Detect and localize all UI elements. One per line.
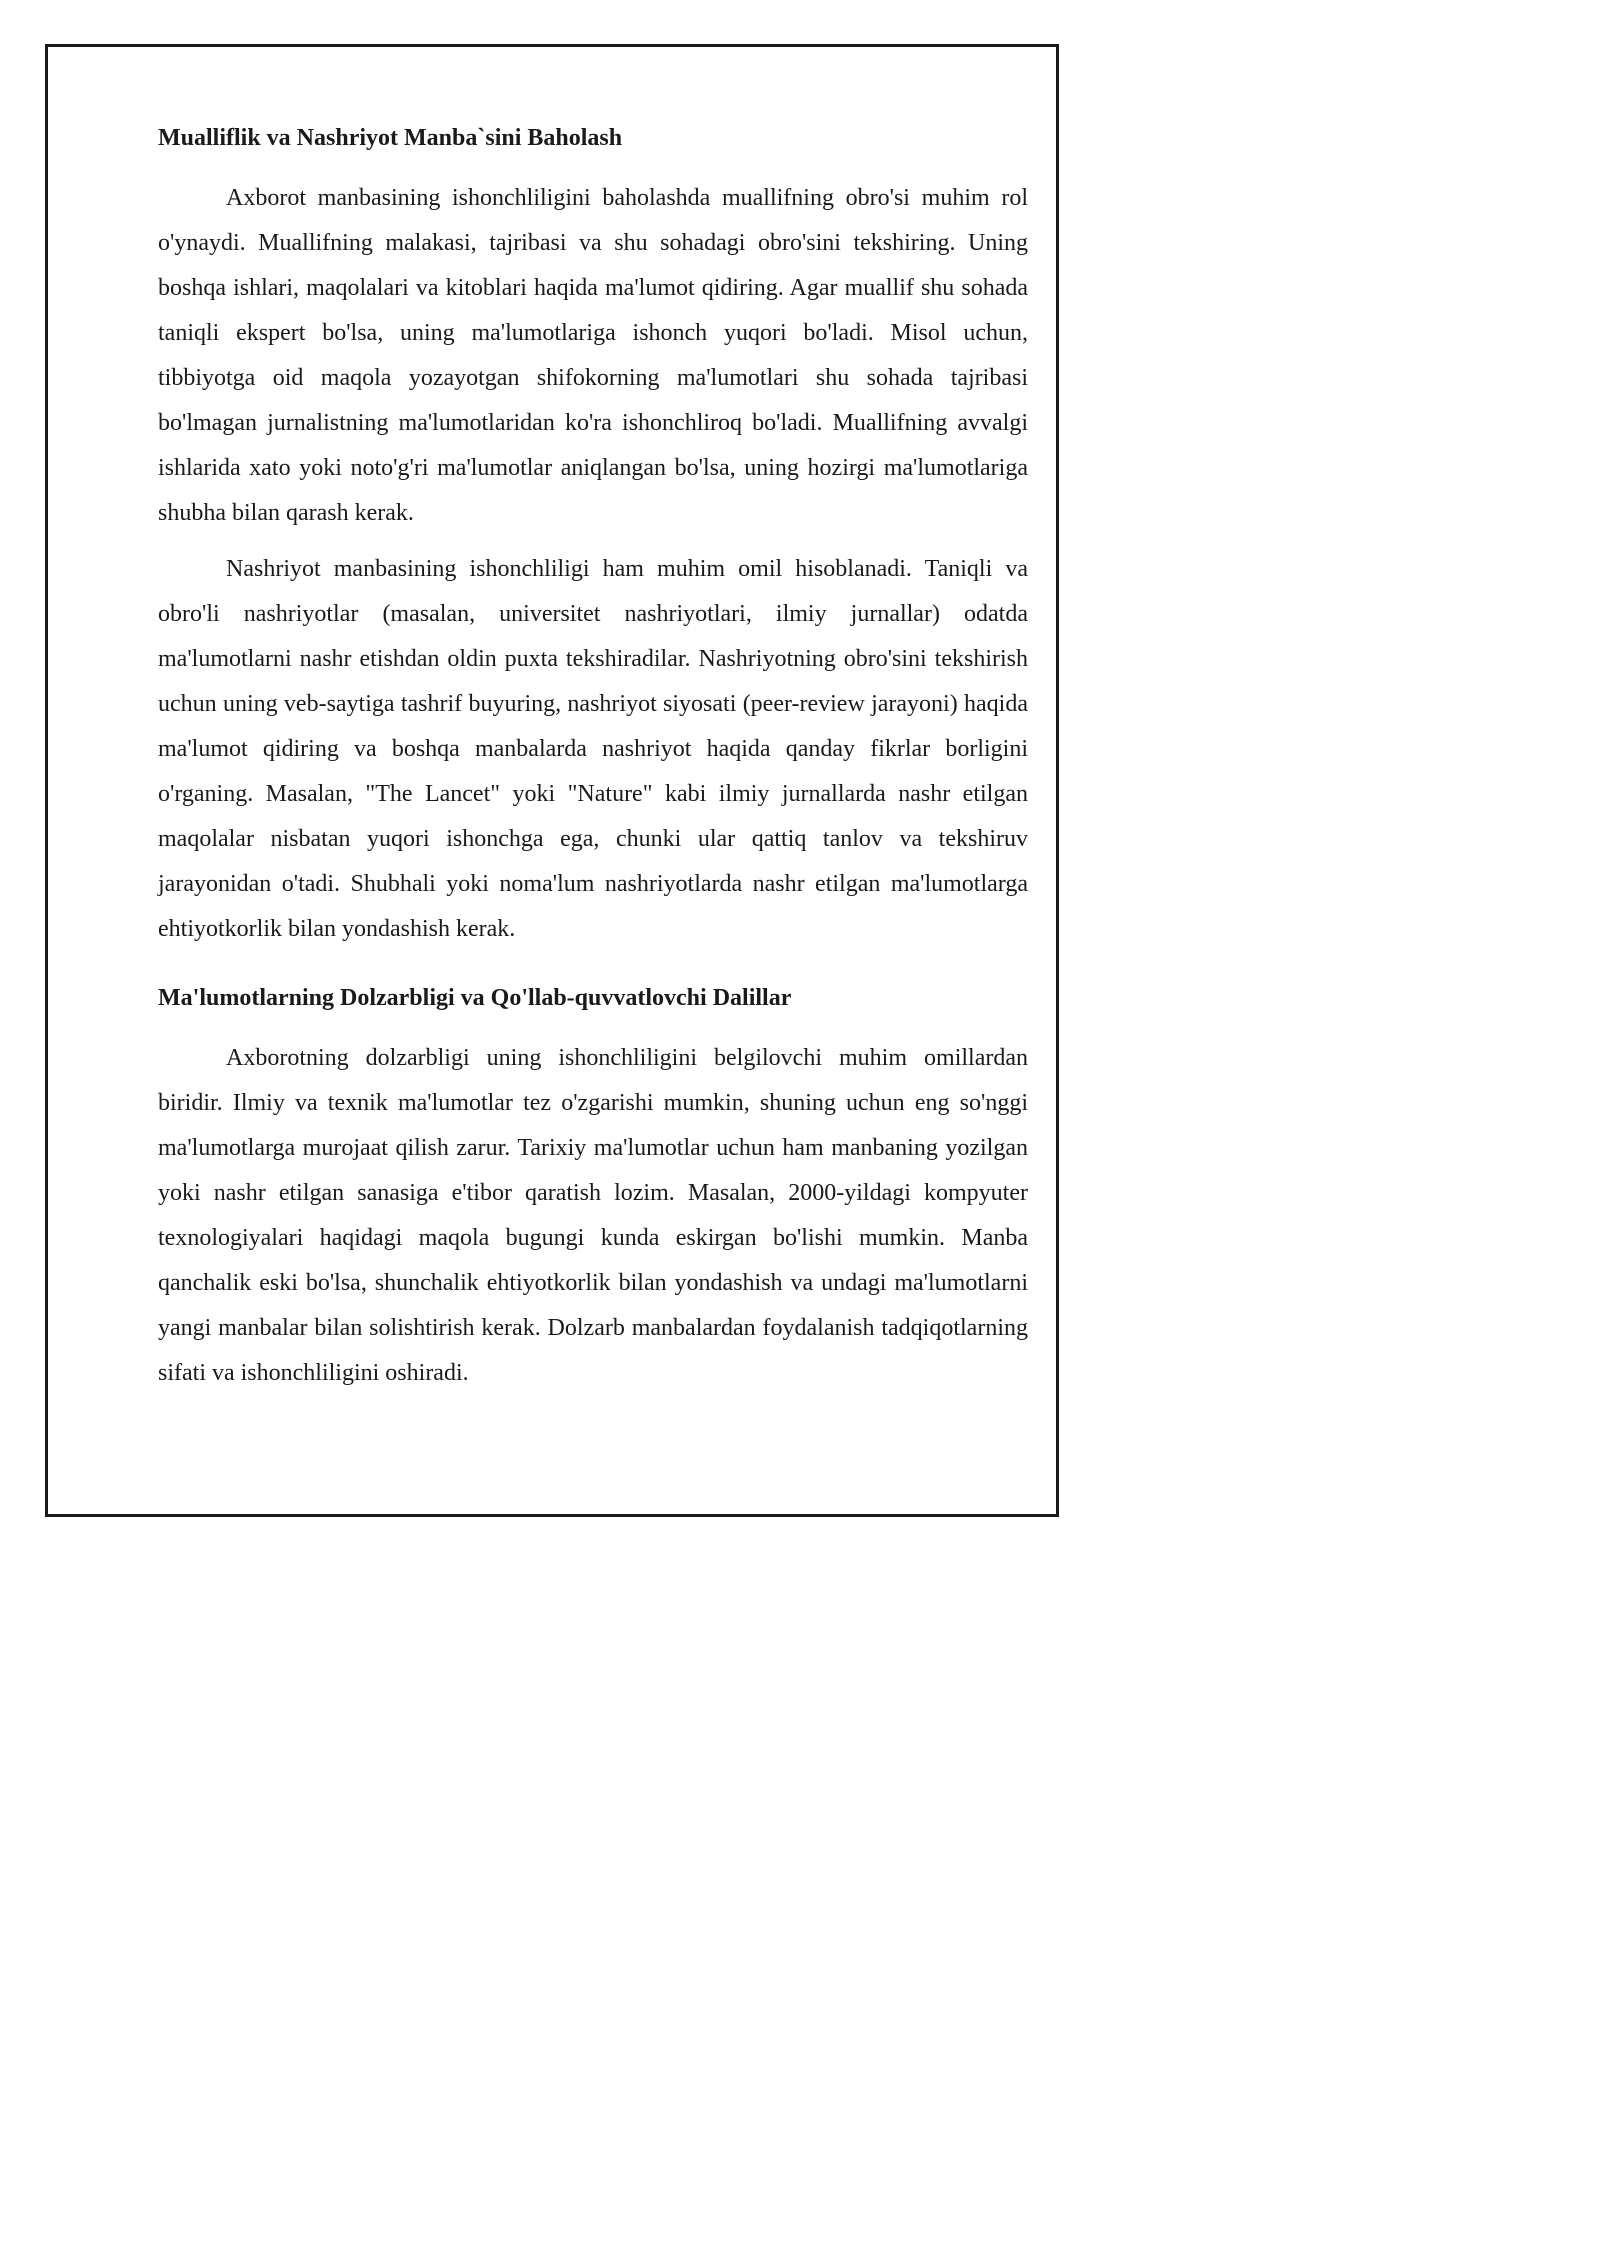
paragraph-author-reputation: Axborot manbasining ishonchliligini baholashda muallifning obro'si muhim rol o'ynaydi. Muallifning malakasi, tajribasi va shu sohadagi obro'sini tekshiring. Uning boshqa ishlari, maqolalari va kitoblari haqida ma'lumot qidiring. Agar muallif shu sohada taniqli ekspert bo'lsa, uning ma'lumotlariga ishonch yuqori bo'ladi. Misol uchun, tibbiyotga oid maqola yozayotgan shifokorning ma'lumotlari shu sohada tajribasi bo'lmagan jurnalistning ma'lumotlaridan ko'ra ishonchliroq bo'ladi. Muallifning avvalgi ishlarida xato yoki noto'g'ri ma'lumotlar aniqlangan bo'lsa, uning hozirgi ma'lumotlariga shubha bilan qarash kerak. (158, 185, 1028, 526)
paragraph-publisher-reliability: Nashriyot manbasining ishonchliligi ham muhim omil hisoblanadi. Taniqli va obro'li nashriyotlar (masalan, universitet nashriyotlari, ilmiy jurnallar) odatda ma'lumotlarni nashr etishdan oldin puxta tekshiradilar. Nashriyotning obro'sini tekshirish uchun uning veb-saytiga tashrif buyuring, nashriyot siyosati (peer-review jarayoni) haqida ma'lumot qidiring va boshqa manbalarda nashriyot haqida qanday fikrlar borligini o'rganing. Masalan, "The Lancet" yoki "Nature" kabi ilmiy jurnallarda nashr etilgan maqolalar nisbatan yuqori ishonchga ega, chunki ular qattiq tanlov va tekshiruv jarayonidan o'tadi. Shubhali yoki noma'lum nashriyotlarda nashr etilgan ma'lumotlarga ehtiyotkorlik bilan yondashish kerak. (158, 556, 1028, 942)
section-heading-authorship: Mualliflik va Nashriyot Manba`sini Baholash (158, 125, 623, 151)
section-heading-relevance: Ma'lumotlarning Dolzarbligi va Qo'llab-quvvatlovchi Dalillar (158, 985, 792, 1011)
paragraph-information-relevance: Axborotning dolzarbligi uning ishonchliligini belgilovchi muhim omillardan biridir. Ilmiy va texnik ma'lumotlar tez o'zgarishi mumkin, shuning uchun eng so'nggi ma'lumotlarga murojaat qilish zarur. Tarixiy ma'lumotlar uchun ham manbaning yozilgan yoki nashr etilgan sanasiga e'tibor qaratish lozim. Masalan, 2000-yildagi kompyuter texnologiyalari haqidagi maqola bugungi kunda eskirgan bo'lishi mumkin. Manba qanchalik eski bo'lsa, shunchalik ehtiyotkorlik bilan yondashish va undagi ma'lumotlarni yangi manbalar bilan solishtirish kerak. Dolzarb manbalardan foydalanish tadqiqotlarning sifati va ishonchliligini oshiradi. (158, 1045, 1028, 1386)
document-body (158, 120, 1028, 1407)
